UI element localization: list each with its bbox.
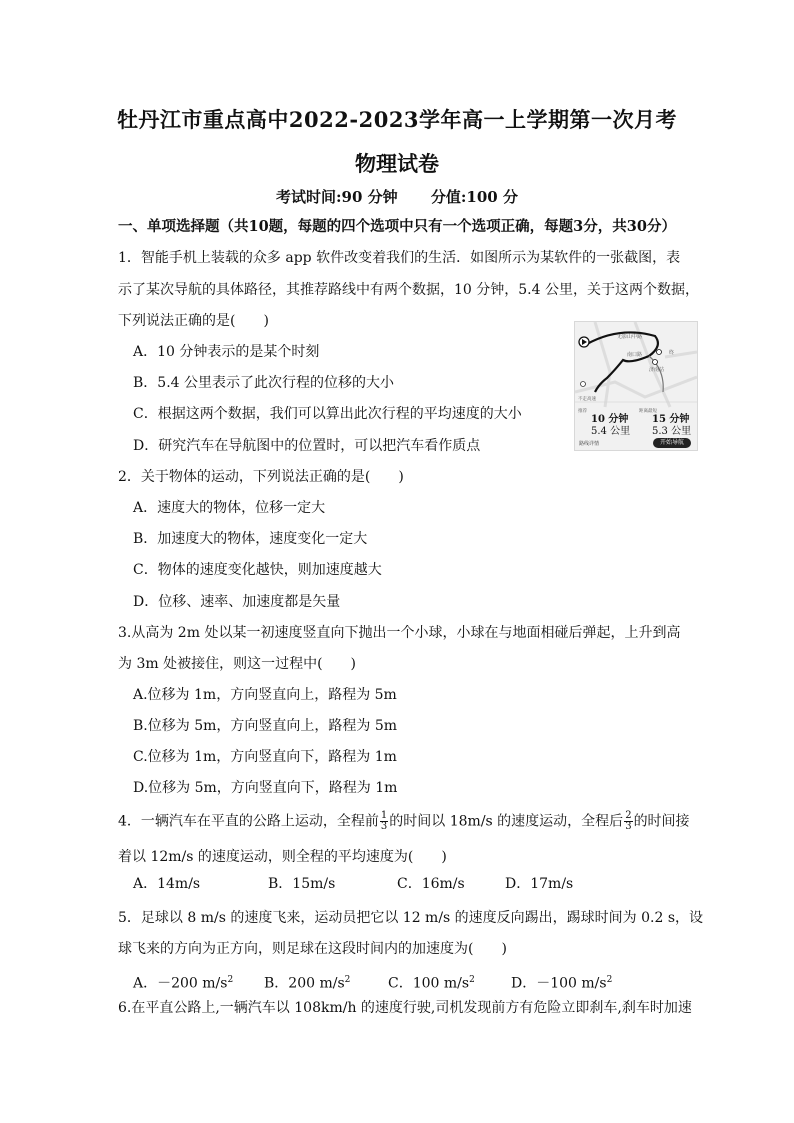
q1-stem-line2: 示了某次导航的具体路径，其推荐路线中有两个数据，10 分钟，5.4 公里，关于这两个数据， [118, 282, 699, 298]
q1-stem-line3: 下列说法正确的是( ) [118, 313, 269, 329]
q5-option-a: A．－200 $m/s^2$ [133, 975, 234, 992]
q1-option-c: C．根据这两个数据，我们可以算出此次行程的平均速度的大小 [133, 406, 522, 422]
exam-time: 考试时间:90 分钟 [276, 188, 398, 206]
navigation-map-figure [574, 321, 698, 451]
map-label-dest: 济南站 [649, 367, 665, 373]
route2-distance: 5.3 公里 [652, 426, 692, 437]
q4-option-c: C．16m/s [397, 876, 465, 892]
q4-option-a: A．14m/s [133, 876, 201, 892]
q3-option-c: C.位移为 1m，方向竖直向下，路程为 1m [133, 749, 397, 765]
route2-tag: 距离最短 [639, 409, 657, 414]
q2-option-d: D．位移、速率、加速度都是矢量 [133, 594, 341, 610]
exam-subtitle: 物理试卷 [355, 151, 439, 176]
q1-option-d: D．研究汽车在导航图中的位置时，可以把汽车看作质点 [133, 438, 481, 454]
q1-option-a: A．10 分钟表示的是某个时刻 [133, 344, 320, 360]
section-heading: 一、单项选择题（共10题，每题的四个选项中只有一个选项正确，每题3分，共30分） [118, 218, 676, 235]
route1-distance: 5.4 公里 [591, 426, 631, 437]
q4-stem-line1 [118, 811, 690, 832]
q5-option-b: B．200 $m/s^2$ [264, 975, 351, 992]
q5-option-d: D．－100 $m/s^2$ [511, 975, 613, 992]
q5-stem-line2: 球飞来的方向为正方向，则足球在这段时间内的加速度为( ) [118, 941, 507, 957]
exam-score: 分值:100 分 [430, 188, 518, 206]
q4-text-part1: 4．一辆汽车在平直的公路上运动，全程前 [118, 813, 379, 830]
q4-text-part3: 的时间接 [633, 813, 690, 830]
q4-option-d: D．17m/s [505, 876, 574, 892]
q1-stem-line1: 1．智能手机上装载的众多 app 软件改变着我们的生活．如图所示为某软件的一张截图，表 [118, 250, 681, 266]
route2-time: 15 分钟 [652, 414, 690, 425]
q3-option-a: A.位移为 1m，方向竖直向上，路程为 5m [133, 687, 397, 703]
route1-time: 10 分钟 [591, 414, 629, 425]
map-label-start: 南口路 [627, 352, 643, 358]
q1-option-b: B．5.4 公里表示了此次行程的位移的大小 [133, 375, 395, 391]
exam-info [0, 186, 794, 207]
start-navigation-button: 开始导航 [653, 438, 691, 448]
q5-stem-line1: 5．足球以 8 m/s 的速度飞来，运动员把它以 12 m/s 的速度反向踢出，踢球时间为 0.2 s，设 [118, 910, 704, 926]
q5-option-c: C．100 $m/s^2$ [388, 975, 475, 992]
q3-stem-line2: 为 3m 处被接住，则这一过程中( ) [118, 656, 357, 672]
q2-stem: 2．关于物体的运动，下列说法正确的是( ) [118, 469, 404, 485]
route1-tag: 推荐 [578, 409, 587, 414]
exam-title: 牡丹江市重点高中2022-2023学年高一上学期第一次月考 [116, 107, 678, 132]
map-tag-left: 不走高速 [578, 397, 596, 402]
q4-option-b: B．15m/s [268, 876, 336, 892]
q6-stem-line1: 6.在平直公路上,一辆汽车以 108km/h 的速度行驶,司机发现前方有危险立即刹车,刹车时加速 [118, 1000, 692, 1016]
q2-option-c: C．物体的速度变化越快，则加速度越大 [133, 562, 382, 578]
map-label-end: 终 [669, 350, 675, 356]
q3-stem-line1: 3.从高为 2m 处以某一初速度竖直向下抛出一个小球，小球在与地面相碰后弹起，上升到高 [118, 625, 681, 641]
fraction-two-thirds: $\frac{2}{3}$ [625, 810, 632, 832]
route-detail-link: 路线详情 [579, 441, 600, 447]
fraction-one-third: $\frac{1}{3}$ [380, 810, 388, 832]
q4-text-part2: 的时间以 18m/s 的速度运动，全程后 [389, 813, 624, 830]
q2-option-a: A．速度大的物体，位移一定大 [133, 500, 326, 516]
q4-stem-line2: 着以 12m/s 的速度运动，则全程的平均速度为( ) [118, 849, 447, 865]
map-label-road: 无影山中路 [617, 334, 643, 340]
q3-option-b: B.位移为 5m，方向竖直向上，路程为 5m [133, 718, 398, 734]
q2-option-b: B．加速度大的物体，速度变化一定大 [133, 531, 368, 547]
q3-option-d: D.位移为 5m，方向竖直向下，路程为 1m [133, 780, 398, 796]
